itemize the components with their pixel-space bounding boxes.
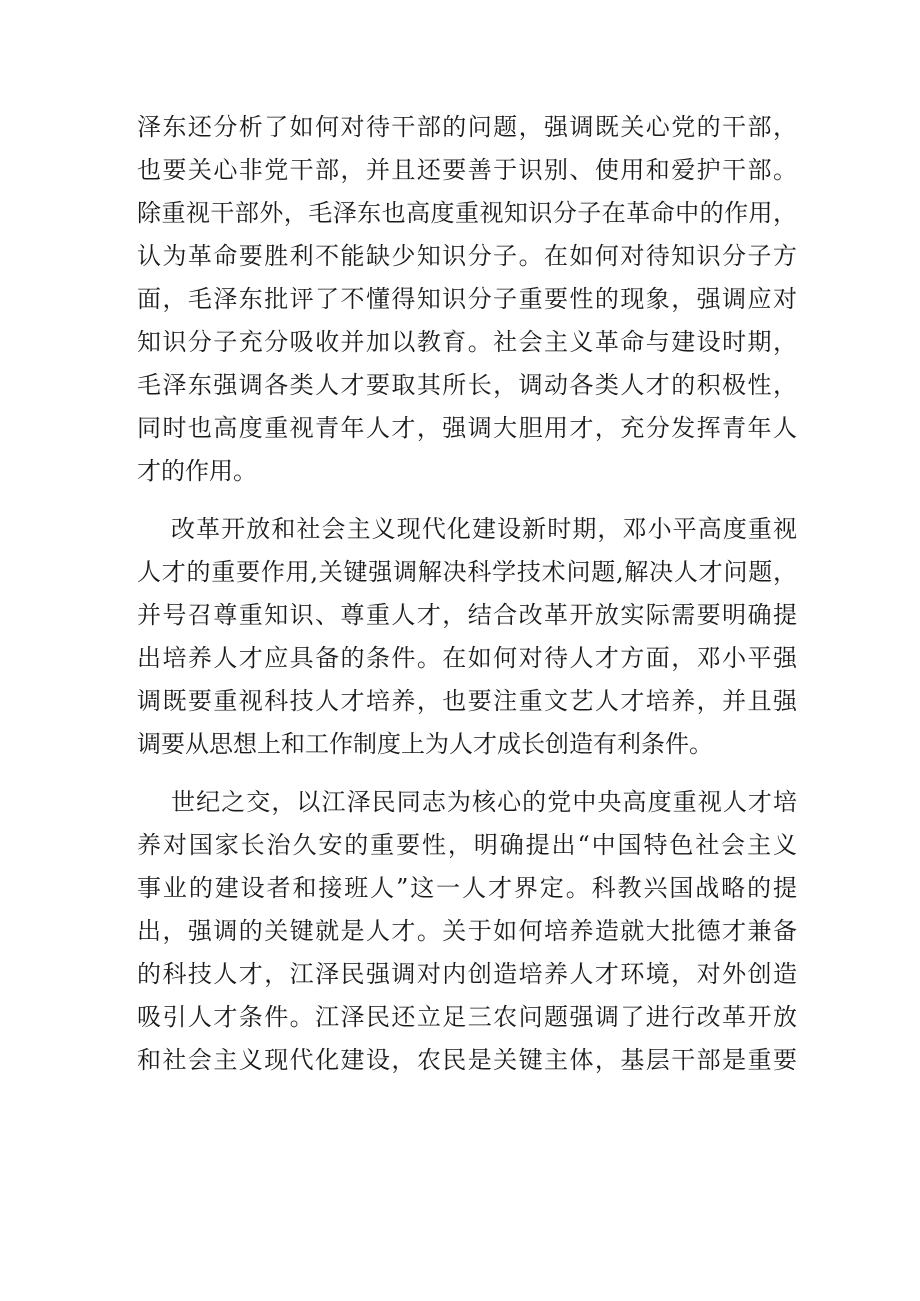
paragraph-spacer: [137, 766, 797, 781]
paragraph-3-line-3: 事业的建设者和接班人”这一人才界定。科教兴国战略的提: [137, 874, 797, 902]
paragraph-1-line-6: 知识分子充分吸收并加以教育。社会主义革命与建设时期，: [137, 328, 797, 356]
paragraph-3-line-7: 和社会主义现代化建设，农民是关键主体，基层干部是重要: [137, 1046, 797, 1074]
paragraph-3-line-6: 吸引人才条件。江泽民还立足三农问题强调了进行改革开放: [137, 1003, 797, 1031]
paragraph-1-line-5: 面，毛泽东批评了不懂得知识分子重要性的现象，强调应对: [137, 285, 797, 313]
body-text: [137, 106, 797, 1082]
paragraph-3-line-5: 的科技人才，江泽民强调对内创造培养人才环境，对外创造: [137, 960, 797, 988]
paragraph-spacer: [137, 493, 797, 508]
paragraph-1-line-7: 毛泽东强调各类人才要取其所长，调动各类人才的积极性，: [137, 371, 797, 399]
paragraph-1-line-8: 同时也高度重视青年人才，强调大胆用才，充分发挥青年人: [137, 414, 797, 442]
paragraph-2-line-5: 调既要重视科技人才培养，也要注重文艺人才培养，并且强: [137, 687, 797, 715]
paragraph-2-line-6: 调要从思想上和工作制度上为人才成长创造有利条件。: [137, 730, 713, 758]
paragraph-1-line-1: 泽东还分析了如何对待干部的问题，强调既关心党的干部，: [137, 113, 797, 141]
paragraph-1-line-9: 才的作用。: [137, 457, 257, 485]
paragraph-1-line-3: 除重视干部外，毛泽东也高度重视知识分子在革命中的作用，: [137, 199, 797, 227]
paragraph-3-line-1: 世纪之交，以江泽民同志为核心的党中央高度重视人才培: [171, 788, 797, 816]
paragraph-1-line-4: 认为革命要胜利不能缺少知识分子。在如何对待知识分子方: [137, 242, 797, 270]
paragraph-2-line-1: 改革开放和社会主义现代化建设新时期，邓小平高度重视: [171, 515, 797, 543]
paragraph-1-line-2: 也要关心非党干部，并且还要善于识别、使用和爱护干部。: [137, 156, 797, 184]
paragraph-3-line-2: 养对国家长治久安的重要性，明确提出“中国特色社会主义: [137, 831, 797, 859]
paragraph-2-line-4: 出培养人才应具备的条件。在如何对待人才方面，邓小平强: [137, 644, 797, 672]
paragraph-3-line-4: 出，强调的关键就是人才。关于如何培养造就大批德才兼备: [137, 917, 797, 945]
paragraph-2-line-3: 并号召尊重知识、尊重人才，结合改革开放实际需要明确提: [137, 601, 797, 629]
paragraph-2-line-2: 人才的重要作用,关键强调解决科学技术问题,解决人才问题，: [137, 558, 797, 586]
